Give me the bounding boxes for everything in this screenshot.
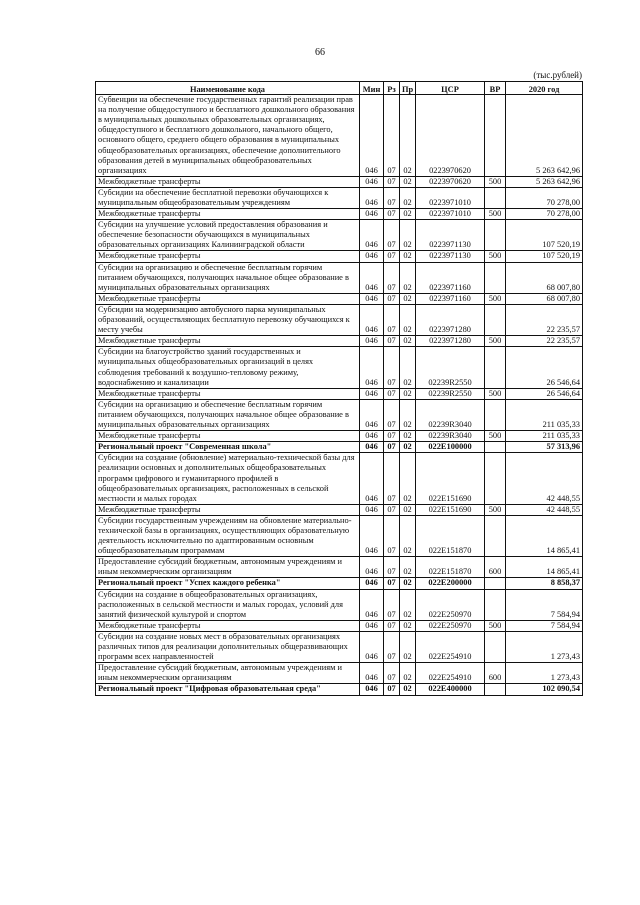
row-name: Межбюджетные трансферты — [96, 336, 360, 347]
row-csr: 0223971010 — [416, 209, 485, 220]
row-rz: 07 — [384, 220, 400, 251]
row-vr — [485, 187, 506, 208]
row-pr: 02 — [400, 293, 416, 304]
row-name: Межбюджетные трансферты — [96, 209, 360, 220]
row-csr: 0223971130 — [416, 251, 485, 262]
row-min: 046 — [360, 220, 384, 251]
row-name: Межбюджетные трансферты — [96, 620, 360, 631]
row-min: 046 — [360, 631, 384, 662]
row-min: 046 — [360, 304, 384, 335]
row-csr: 0223970620 — [416, 176, 485, 187]
row-amount: 107 520,19 — [506, 220, 583, 251]
table-header-row — [96, 82, 583, 95]
table-row — [96, 220, 583, 251]
row-rz: 07 — [384, 557, 400, 578]
header-rz: Рз — [384, 82, 400, 95]
row-rz: 07 — [384, 176, 400, 187]
unit-label: (тыс.рублей) — [533, 70, 582, 80]
row-csr: 022E151690 — [416, 504, 485, 515]
row-vr — [485, 453, 506, 505]
row-pr: 02 — [400, 663, 416, 684]
row-min: 046 — [360, 515, 384, 556]
row-amount: 70 278,00 — [506, 209, 583, 220]
row-min: 046 — [360, 431, 384, 442]
row-pr: 02 — [400, 187, 416, 208]
table-row — [96, 304, 583, 335]
row-pr: 02 — [400, 95, 416, 177]
row-amount: 5 263 642,96 — [506, 176, 583, 187]
row-min: 046 — [360, 557, 384, 578]
row-name: Межбюджетные трансферты — [96, 504, 360, 515]
table-row — [96, 620, 583, 631]
table-row — [96, 388, 583, 399]
row-min: 046 — [360, 262, 384, 293]
row-amount: 211 035,33 — [506, 399, 583, 430]
row-min: 046 — [360, 251, 384, 262]
row-csr: 0223970620 — [416, 95, 485, 177]
row-rz: 07 — [384, 504, 400, 515]
row-vr: 500 — [485, 620, 506, 631]
row-pr: 02 — [400, 176, 416, 187]
row-vr — [485, 262, 506, 293]
header-pr: Пр — [400, 82, 416, 95]
header-vr: ВР — [485, 82, 506, 95]
row-pr: 02 — [400, 347, 416, 388]
row-amount: 70 278,00 — [506, 187, 583, 208]
row-amount: 42 448,55 — [506, 453, 583, 505]
row-csr: 022E254910 — [416, 663, 485, 684]
row-vr: 500 — [485, 336, 506, 347]
row-vr: 600 — [485, 663, 506, 684]
row-csr: 0223971280 — [416, 304, 485, 335]
row-min: 046 — [360, 399, 384, 430]
row-pr: 02 — [400, 431, 416, 442]
row-rz: 07 — [384, 431, 400, 442]
row-min: 046 — [360, 684, 384, 695]
row-pr: 02 — [400, 684, 416, 695]
row-rz: 07 — [384, 388, 400, 399]
row-name: Субсидии на создание (обновление) материально-технической базы для реализации основных и дополнительных общеобразовательных программ цифрового и гуманитарного профилей в общеобразовательных организациях, расположенных в сельской местности и малых городах — [96, 453, 360, 505]
row-amount: 107 520,19 — [506, 251, 583, 262]
row-csr: 02239R2550 — [416, 347, 485, 388]
table-row — [96, 293, 583, 304]
row-amount: 1 273,43 — [506, 663, 583, 684]
row-vr — [485, 578, 506, 589]
row-amount: 1 273,43 — [506, 631, 583, 662]
table-row — [96, 578, 583, 589]
row-rz: 07 — [384, 515, 400, 556]
row-vr — [485, 95, 506, 177]
row-rz: 07 — [384, 209, 400, 220]
row-amount: 57 313,96 — [506, 442, 583, 453]
row-pr: 02 — [400, 262, 416, 293]
row-pr: 02 — [400, 453, 416, 505]
row-rz: 07 — [384, 631, 400, 662]
row-vr — [485, 442, 506, 453]
row-min: 046 — [360, 347, 384, 388]
row-name: Межбюджетные трансферты — [96, 176, 360, 187]
row-name: Субсидии на организацию и обеспечение бесплатным горячим питанием обучающихся, получающих начальное общее образование в муниципальных образовательных организациях — [96, 262, 360, 293]
table-row — [96, 442, 583, 453]
row-name: Региональный проект "Современная школа" — [96, 442, 360, 453]
row-min: 046 — [360, 663, 384, 684]
row-min: 046 — [360, 589, 384, 620]
table-row — [96, 399, 583, 430]
row-csr: 022E200000 — [416, 578, 485, 589]
row-rz: 07 — [384, 663, 400, 684]
table-row — [96, 347, 583, 388]
row-csr: 022E151690 — [416, 453, 485, 505]
row-pr: 02 — [400, 388, 416, 399]
row-rz: 07 — [384, 251, 400, 262]
row-name: Предоставление субсидий бюджетным, автономным учреждениям и иным некоммерческим организациям — [96, 663, 360, 684]
row-name: Субсидии на модернизацию автобусного парка муниципальных образований, осуществляющих бесплатную перевозку обучающихся к месту учебы — [96, 304, 360, 335]
row-rz: 07 — [384, 684, 400, 695]
header-amount: 2020 год — [506, 82, 583, 95]
table-row — [96, 663, 583, 684]
row-name: Субсидии государственным учреждениям на обновление материально-технической базы в организациях, осуществляющих образовательную деятельность исключительно по адаптированным основным общеобразовательным программам — [96, 515, 360, 556]
row-vr — [485, 515, 506, 556]
row-rz: 07 — [384, 95, 400, 177]
table-row — [96, 431, 583, 442]
row-vr: 500 — [485, 388, 506, 399]
row-amount: 26 546,64 — [506, 347, 583, 388]
row-vr — [485, 347, 506, 388]
row-min: 046 — [360, 209, 384, 220]
row-vr — [485, 589, 506, 620]
row-min: 046 — [360, 176, 384, 187]
row-min: 046 — [360, 187, 384, 208]
row-pr: 02 — [400, 251, 416, 262]
row-name: Субсидии на улучшение условий предоставления образования и обеспечение безопасности обучающихся в муниципальных образовательных организациях Калининградской области — [96, 220, 360, 251]
table-row — [96, 504, 583, 515]
row-csr: 022E151870 — [416, 515, 485, 556]
row-amount: 22 235,57 — [506, 304, 583, 335]
row-pr: 02 — [400, 504, 416, 515]
row-min: 046 — [360, 578, 384, 589]
table-row — [96, 515, 583, 556]
row-name: Субсидии на благоустройство зданий государственных и муниципальных общеобразовательных организаций в целях соблюдения требований к воздушно-тепловому режиму, водоснабжению и канализации — [96, 347, 360, 388]
row-vr: 500 — [485, 431, 506, 442]
row-amount: 68 007,80 — [506, 293, 583, 304]
row-name: Субсидии на создание в общеобразовательных организациях, расположенных в сельской местности и малых городах, условий для занятий физической культурой и спортом — [96, 589, 360, 620]
header-min: Мин — [360, 82, 384, 95]
row-min: 046 — [360, 388, 384, 399]
row-amount: 22 235,57 — [506, 336, 583, 347]
row-pr: 02 — [400, 631, 416, 662]
table-row — [96, 589, 583, 620]
row-amount: 5 263 642,96 — [506, 95, 583, 177]
row-name: Предоставление субсидий бюджетным, автономным учреждениям и иным некоммерческим организациям — [96, 557, 360, 578]
row-csr: 0223971160 — [416, 262, 485, 293]
header-csr: ЦСР — [416, 82, 485, 95]
row-pr: 02 — [400, 578, 416, 589]
row-pr: 02 — [400, 220, 416, 251]
row-vr: 600 — [485, 557, 506, 578]
budget-table — [95, 81, 583, 696]
row-name: Межбюджетные трансферты — [96, 251, 360, 262]
row-pr: 02 — [400, 620, 416, 631]
table-body — [96, 95, 583, 696]
row-amount: 102 090,54 — [506, 684, 583, 695]
row-pr: 02 — [400, 304, 416, 335]
row-name: Субсидии на обеспечение бесплатной перевозки обучающихся к муниципальным общеобразовательным учреждениям — [96, 187, 360, 208]
row-rz: 07 — [384, 304, 400, 335]
row-pr: 02 — [400, 442, 416, 453]
page-number: 66 — [315, 47, 325, 58]
table-row — [96, 95, 583, 177]
row-amount: 42 448,55 — [506, 504, 583, 515]
row-vr — [485, 304, 506, 335]
row-rz: 07 — [384, 578, 400, 589]
row-name: Региональный проект "Цифровая образовательная среда" — [96, 684, 360, 695]
row-min: 046 — [360, 442, 384, 453]
row-amount: 14 865,41 — [506, 557, 583, 578]
table-row — [96, 262, 583, 293]
row-min: 046 — [360, 504, 384, 515]
row-amount: 7 584,94 — [506, 620, 583, 631]
row-min: 046 — [360, 453, 384, 505]
row-pr: 02 — [400, 515, 416, 556]
table-row — [96, 209, 583, 220]
row-vr: 500 — [485, 293, 506, 304]
table-row — [96, 336, 583, 347]
table-row — [96, 251, 583, 262]
row-vr — [485, 684, 506, 695]
row-amount: 211 035,33 — [506, 431, 583, 442]
row-min: 046 — [360, 620, 384, 631]
table-row — [96, 631, 583, 662]
row-rz: 07 — [384, 453, 400, 505]
table-row — [96, 187, 583, 208]
row-csr: 022E250970 — [416, 620, 485, 631]
row-csr: 02239R3040 — [416, 399, 485, 430]
table-row — [96, 453, 583, 505]
row-csr: 0223971160 — [416, 293, 485, 304]
row-vr: 500 — [485, 209, 506, 220]
row-rz: 07 — [384, 187, 400, 208]
row-pr: 02 — [400, 589, 416, 620]
table-row — [96, 684, 583, 695]
row-rz: 07 — [384, 347, 400, 388]
row-csr: 0223971280 — [416, 336, 485, 347]
row-name: Субсидии на создание новых мест в образовательных организациях различных типов для реализации дополнительных общеразвивающих программ всех направленностей — [96, 631, 360, 662]
row-pr: 02 — [400, 557, 416, 578]
row-vr: 500 — [485, 176, 506, 187]
row-name: Межбюджетные трансферты — [96, 388, 360, 399]
row-name: Межбюджетные трансферты — [96, 293, 360, 304]
row-name: Субсидии на организацию и обеспечение бесплатным горячим питанием обучающихся, получающих начальное общее образование в муниципальных образовательных организациях — [96, 399, 360, 430]
row-amount: 8 858,37 — [506, 578, 583, 589]
row-csr: 02239R3040 — [416, 431, 485, 442]
row-vr — [485, 220, 506, 251]
row-rz: 07 — [384, 620, 400, 631]
row-pr: 02 — [400, 209, 416, 220]
row-rz: 07 — [384, 399, 400, 430]
row-rz: 07 — [384, 442, 400, 453]
row-name: Субвенции на обеспечение государственных гарантий реализации прав на получение общедоступного и бесплатного дошкольного образования в муниципальных дошкольных образовательных организациях, общедоступного и бесплатного дошкольного, начального общего, основного общего, среднего общего образования в муниципальных общеобразовательных организациях, обеспечение дополнительного образования детей в муниципальных общеобразовательных организациях — [96, 95, 360, 177]
row-amount: 68 007,80 — [506, 262, 583, 293]
row-amount: 14 865,41 — [506, 515, 583, 556]
row-rz: 07 — [384, 336, 400, 347]
row-vr — [485, 631, 506, 662]
row-csr: 0223971130 — [416, 220, 485, 251]
row-csr: 022E100000 — [416, 442, 485, 453]
row-csr: 022E254910 — [416, 631, 485, 662]
row-csr: 022E151870 — [416, 557, 485, 578]
row-amount: 7 584,94 — [506, 589, 583, 620]
header-name: Наименование кода — [96, 82, 360, 95]
row-pr: 02 — [400, 399, 416, 430]
row-pr: 02 — [400, 336, 416, 347]
table-row — [96, 557, 583, 578]
row-name: Межбюджетные трансферты — [96, 431, 360, 442]
table-row — [96, 176, 583, 187]
row-csr: 022E250970 — [416, 589, 485, 620]
row-rz: 07 — [384, 293, 400, 304]
row-vr — [485, 399, 506, 430]
row-rz: 07 — [384, 589, 400, 620]
row-min: 046 — [360, 293, 384, 304]
row-csr: 0223971010 — [416, 187, 485, 208]
row-name: Региональный проект "Успех каждого ребенка" — [96, 578, 360, 589]
row-min: 046 — [360, 95, 384, 177]
row-vr: 500 — [485, 251, 506, 262]
row-csr: 022E400000 — [416, 684, 485, 695]
row-rz: 07 — [384, 262, 400, 293]
row-min: 046 — [360, 336, 384, 347]
row-amount: 26 546,64 — [506, 388, 583, 399]
row-csr: 02239R2550 — [416, 388, 485, 399]
row-vr: 500 — [485, 504, 506, 515]
